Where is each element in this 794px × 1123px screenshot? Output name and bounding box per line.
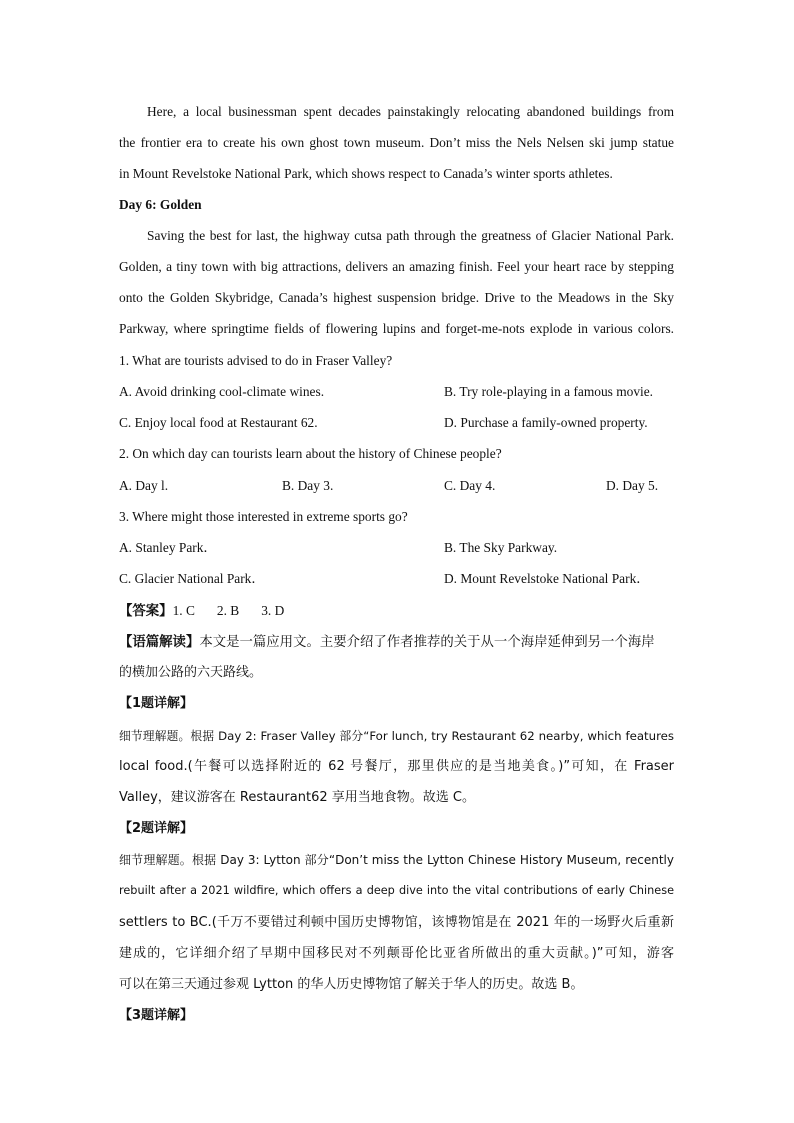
answer-item: 3. D [261,603,285,618]
passage-line: Saving the best for last, the highway cutsa path through the greatness of Glacier National Park. [147,228,674,243]
q2-option-c: C. Day 4. [444,478,496,493]
q1-detail-line: local food.(午餐可以选择附近的 62 号餐厅，那里供应的是当地美食。)”可知，在 Fraser [119,759,674,774]
answer-item: 1. C [172,603,195,618]
passage-line: in Mount Revelstoke National Park, which shows respect to Canada’s winter sports athletes. [119,166,613,181]
q2-detail-label: 【2题详解】 [119,821,194,836]
q3-detail-label: 【3题详解】 [119,1008,194,1023]
answer-label: 【答案】 [119,604,173,619]
analysis-label: 【语篇解读】 [119,635,200,650]
q1-option-a: A. Avoid drinking cool-climate wines. [119,384,325,399]
analysis-line: 的横加公路的六天路线。 [119,665,263,680]
q3-option-d: D. Mount Revelstoke National Park． [444,571,650,586]
question-1-stem: 1. What are tourists advised to do in Fraser Valley? [119,353,393,368]
q2-detail-line: rebuilt after a 2021 wildfire, which offers a deep dive into the vital contributions of early Chinese [119,884,674,897]
q2-detail-line: 细节理解题。根据 Day 3: Lytton 部分“Don’t miss the Lytton Chinese History Museum, recently [119,853,674,867]
question-3-stem: 3. Where might those interested in extreme sports go? [119,509,408,524]
q1-detail-line: Valley，建议游客在 Restaurant62 享用当地食物。故选 C。 [119,790,475,805]
q1-option-d: D. Purchase a family-owned property. [444,415,648,430]
answer-item: 2. B [216,603,240,618]
q1-detail-line: 细节理解题。根据 Day 2: Fraser Valley 部分“For lunch, try Restaurant 62 nearby, which features [119,729,674,743]
q3-option-b: B. The Sky Parkway. [444,540,558,555]
q3-option-a: A. Stanley Park． [119,540,217,555]
passage-line: onto the Golden Skybridge, Canada’s highest suspension bridge. Drive to the Meadows in the Sky [119,290,674,305]
q2-detail-line: 建成的，它详细介绍了早期中国移民对不列颠哥伦比亚省所做出的重大贡献。)”可知，游客 [119,946,674,961]
day6-heading: Day 6: Golden [119,197,202,212]
analysis-text: 本文是一篇应用文。主要介绍了作者推荐的关于从一个海岸延伸到另一个海岸 [199,635,655,650]
q2-option-a: A. Day l. [119,478,169,493]
q1-option-c: C. Enjoy local food at Restaurant 62. [119,415,318,430]
passage-line: Golden, a tiny town with big attractions, delivers an amazing finish. Feel your heart race by stepping [119,259,674,274]
q1-detail-label: 【1题详解】 [119,696,194,711]
q2-option-d: D. Day 5. [606,478,659,493]
q2-detail-line: settlers to BC.(千万不要错过利顿中国历史博物馆，该博物馆是在 2021 年的一场野火后重新 [119,915,674,930]
question-2-stem: 2. On which day can tourists learn about the history of Chinese people? [119,446,502,461]
answer-key [119,602,674,621]
q2-option-b: B. Day 3. [282,478,334,493]
passage-line: Parkway, where springtime fields of flowering lupins and forget-me-nots explode in various colors. [119,321,674,336]
passage-line: Here, a local businessman spent decades painstakingly relocating abandoned buildings from [147,104,674,119]
analysis-line [119,633,674,652]
q1-option-b: B. Try role-playing in a famous movie. [444,384,654,399]
q2-detail-line: 可以在第三天通过参观 Lytton 的华人历史博物馆了解关于华人的历史。故选 B。 [119,977,584,992]
passage-line: the frontier era to create his own ghost town museum. Don’t miss the Nels Nelsen ski jump statue [119,135,674,150]
q3-option-c: C. Glacier National Park． [119,571,265,586]
